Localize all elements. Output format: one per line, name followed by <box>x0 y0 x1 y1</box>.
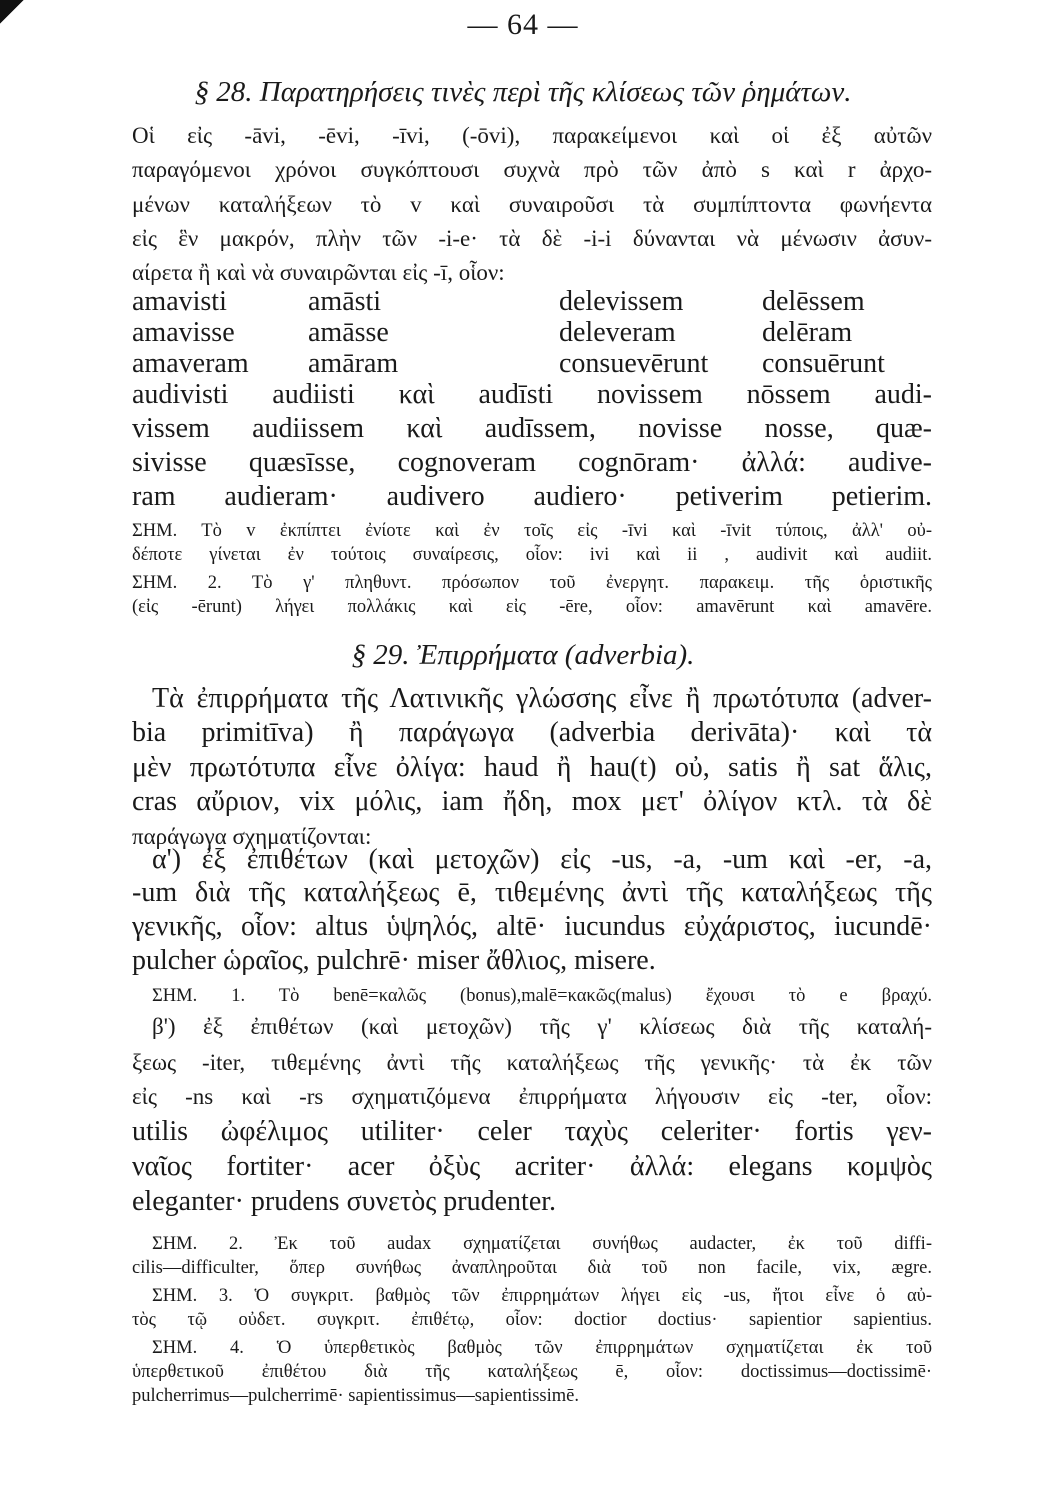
paragraph-line: sivisse quæsīsse, cognoveram cognōram· ἀλλά: audive- <box>132 447 932 478</box>
paragraph-line: Οἱ εἰς -āvi, -ēvi, -īvi, (-ōvi), παρακείμενοι καὶ οἱ ἐξ αὐτῶν <box>132 123 932 148</box>
table-row <box>132 317 932 349</box>
paragraph-line: ram audieram· audivero audiero· petiverim petierim. <box>132 481 932 512</box>
paragraph-line: audivisti audiisti καὶ audīsti novissem nōssem audi- <box>132 379 932 410</box>
table-cell: amāram <box>308 348 399 379</box>
paragraph-line: εἰς -ns καὶ -rs σχηματιζόμενα ἐπιρρήματα λήγουσιν εἰς -ter, οἷον: <box>132 1084 932 1109</box>
table-cell: amāsse <box>308 317 389 348</box>
table-cell: delēssem <box>762 286 865 317</box>
paragraph-line: μένων καταλήξεων τὸ v καὶ συναιροῦσι τὰ συμπίπτοντα φωνήεντα <box>132 192 932 217</box>
note-line: τὸς τῷ οὐδετ. συγκριτ. ἐπιθέτῳ, οἷον: doctior doctius· sapientior sapientius. <box>132 1310 932 1330</box>
paragraph-line: pulcher ὡραῖος, pulchrē· miser ἄθλιος, misere. <box>132 945 656 976</box>
table-cell: delēram <box>762 317 853 348</box>
paragraph-line: α') ἐξ ἐπιθέτων (καὶ μετοχῶν) εἰς -us, -a, -um καὶ -er, -a, <box>152 844 932 875</box>
paragraph-line: παραγόμενοι χρόνοι συγκόπτουσι συχνὰ πρὸ τῶν ἀπὸ s καὶ r ἀρχο- <box>132 157 932 182</box>
table-cell: consuevērunt <box>559 348 709 379</box>
paragraph-line: ξεως -iter, τιθεμένης ἀντὶ τῆς καταλήξεως τῆς γενικῆς· τὰ ἐκ τῶν <box>132 1050 932 1075</box>
section-29-title: § 29. Ἐπιρρήματα (adverbia). <box>351 639 695 671</box>
table-cell: consuērunt <box>762 348 885 379</box>
note-line: ΣΗΜ. 3. Ὁ συγκριτ. βαθμὸς τῶν ἐπιρρημάτων λήγει εἰς -us, ἤτοι εἶνε ὁ αὐ- <box>152 1286 932 1306</box>
paragraph-line: bia primitīva) ἢ παράγωγα (adverbia derivāta)· καὶ τὰ <box>132 717 932 748</box>
paragraph-line: eleganter· prudens συνετὸς prudenter. <box>132 1186 557 1217</box>
table-cell: amāsti <box>308 286 382 317</box>
note-line: ΣΗΜ. 2. Ἐκ τοῦ audax σχηματίζεται συνήθως audacter, ἐκ τοῦ diffi- <box>152 1234 932 1254</box>
table-cell: delevissem <box>559 286 684 317</box>
paragraph-line: β') ἐξ ἐπιθέτων (καὶ μετοχῶν) τῆς γ' κλίσεως διὰ τῆς καταλή- <box>152 1014 932 1039</box>
paragraph-line: ναῖος fortiter· acer ὀξὺς acriter· ἀλλά: elegans κομψὸς <box>132 1151 932 1182</box>
paragraph-line: παράγωγα σχηματίζονται: <box>132 824 372 849</box>
paragraph-line: αίρετα ἢ καὶ νὰ συναιρῶνται εἰς -ī, οἷον: <box>132 260 505 285</box>
note-line: ΣΗΜ. 1. Τὸ benē=καλῶς (bonus),malē=κακῶς(malus) ἔχουσι τὸ e βραχύ. <box>152 986 932 1006</box>
paragraph-line: -um διὰ τῆς καταλήξεως ē, τιθεμένης ἀντὶ τῆς καταλήξεως τῆς <box>132 877 932 908</box>
paragraph-line: μὲν πρωτότυπα εἶνε ὀλίγα: haud ἢ hau(t) οὐ, satis ἢ sat ἅλις, <box>132 752 932 783</box>
note-line: pulcherrimus—pulcherrimē· sapientissimus—sapientissimē. <box>132 1386 579 1406</box>
page-number: — 64 — <box>467 8 579 41</box>
section-28-title: § 28. Παρατηρήσεις τινὲς περὶ τῆς κλίσεως τῶν ῥημάτων. <box>194 76 852 108</box>
paragraph-line: utilis ὠφέλιμος utiliter· celer ταχὺς celeriter· fortis γεν- <box>132 1116 932 1147</box>
table-cell: amavisse <box>132 317 235 348</box>
note-line: ΣΗΜ. 4. Ὁ ὑπερθετικὸς βαθμὸς τῶν ἐπιρρημάτων σχηματίζεται ἐκ τοῦ <box>152 1338 932 1358</box>
note-line: ΣΗΜ. 2. Τὸ γ' πληθυντ. πρόσωπον τοῦ ἐνεργητ. παρακειμ. τῆς ὁριστικῆς <box>132 573 932 593</box>
note-line: cilis—difficulter, ὅπερ συνήθως ἀναπληροῦται διὰ τοῦ non facile, vix, ægre. <box>132 1258 932 1278</box>
note-line: ΣΗΜ. Τὸ v ἐκπίπτει ἐνίοτε καὶ ἐν τοῖς εἰς -īvi καὶ -īvit τύποις, ἀλλ' οὐ- <box>132 521 932 541</box>
note-line: (εἰς -ērunt) λήγει πολλάκις καὶ εἰς -ēre, οἷον: amavērunt καὶ amavēre. <box>132 597 932 617</box>
table-row <box>132 286 932 318</box>
paragraph-line: Τὰ ἐπιρρήματα τῆς Λατινικῆς γλώσσης εἶνε ἢ πρωτότυπα (adver- <box>152 683 932 714</box>
table-cell: amaveram <box>132 348 249 379</box>
paragraph-line: γενικῆς, οἷον: altus ὑψηλός, altē· iucundus εὐχάριστος, iucundē· <box>132 911 932 942</box>
note-line: δέποτε γίνεται ἐν τούτοις συναίρεσις, οἷον: ivi καὶ ii , audivit καὶ audiit. <box>132 545 932 565</box>
paragraph-line: εἰς ἓν μακρόν, πλὴν τῶν -i-e· τὰ δὲ -i-i δύνανται νὰ μένωσιν ἀσυν- <box>132 226 932 251</box>
table-row <box>132 348 932 380</box>
paragraph-line: cras αὔριον, vix μόλις, iam ἤδη, mox μετ' ὀλίγον κτλ. τὰ δὲ <box>132 786 932 817</box>
table-cell: deleveram <box>559 317 676 348</box>
note-line: ὑπερθετικοῦ ἐπιθέτου διὰ τῆς καταλήξεως ē, οἷον: doctissimus—doctissimē· <box>132 1362 932 1382</box>
paragraph-line: vissem audiissem καὶ audīssem, novisse nosse, quæ- <box>132 413 932 444</box>
table-cell: amavisti <box>132 286 227 317</box>
